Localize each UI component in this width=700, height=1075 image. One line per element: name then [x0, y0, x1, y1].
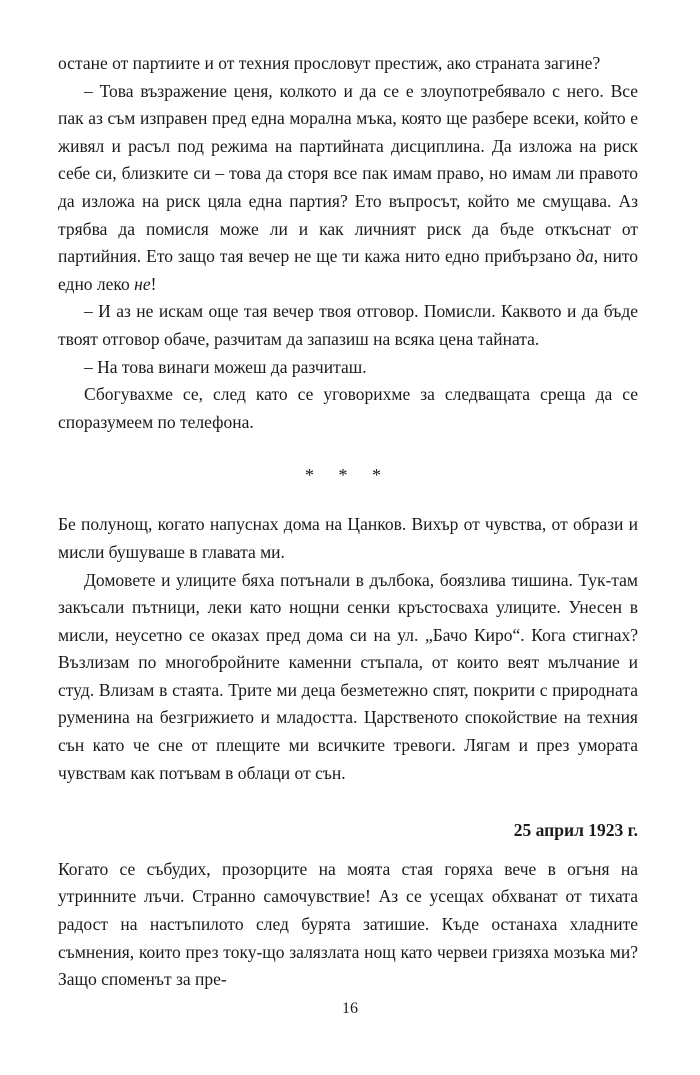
paragraph: Бе полунощ, когато напуснах дома на Цанков. Вихър от чувства, от образи и мисли бушуваше в главата ми.: [58, 514, 638, 562]
paragraph-text: !: [150, 273, 157, 294]
paragraph: – И аз не искам още тая вечер твоя отговор. Помисли. Каквото и да бъде твоят отговор обаче, разчитам да запазиш на всяка цена тайната.: [58, 301, 638, 349]
paragraph: Когато се събудих, прозорците на моята стая горяха вече в огъня на утринните лъчи. Странно самочувствие! Аз се усещах обхванат от тихата радост на настъпилото след бурята затишие. Къде останаха хладните съмнения, които през току-що залязлата нощ като червеи гризяха мозъка ми? Защо споменът за пре-: [58, 858, 638, 990]
italic-word-ne: не: [134, 273, 151, 294]
paragraph: Сбогувахме се, след като се уговорихме за следващата среща да се споразумеем по телефона.: [58, 384, 638, 432]
paragraph-text: , нито едно леко: [58, 246, 638, 294]
date-heading: 25 април 1923 г.: [513, 820, 638, 841]
italic-word-da: да: [576, 246, 594, 267]
paragraph: Домовете и улиците бяха потънали в дълбока, боязлива тишина. Тук-там закъсали пътници, леки като нощни сенки кръстосваха улиците. Унесен в мисли, неусетно се оказах пред дома си на ул. „Бачо Киро“. Кога стигнах? Възлизам по многобройните каменни стъпала, от които веят мълчание и студ. Влизам в стаята. Трите ми деца безметежно спят, покрити с природната руменина на безгрижието и младостта. Царственото спокойствие на техния сън като че сне от плещите ми всичките тревоги. Лягам и през умората чувствам как потъвам в облаци от сън.: [58, 569, 638, 783]
paragraph: – На това винаги можеш да разчиташ.: [84, 356, 367, 377]
paragraph: остане от партиите и от техния прословут престиж, ако страната загине?: [58, 53, 601, 73]
paragraph-text: – Това възражение ценя, колкото и да се е злоупотребявало с него. Все пак аз съм изправен пред една морална мъка, която ще разбере всеки, който е живял и расъл под режима на партийната дисциплина. Да изложа на риск себе си, близките си – това да сторя все пак имам право, но имам ли правото да изложа на риск цяла една партия? Ето въпросът, който ме смущава. Аз трябва да помисля може ли и как личният риск да бъде откъснат от партийния. Ето защо тая вечер не ще ти кажа нито едно прибързано: [58, 80, 638, 267]
section-separator: * * *: [305, 465, 391, 486]
book-page: [58, 50, 638, 994]
paragraph: [58, 78, 638, 299]
page-number: 16: [342, 1000, 358, 1017]
